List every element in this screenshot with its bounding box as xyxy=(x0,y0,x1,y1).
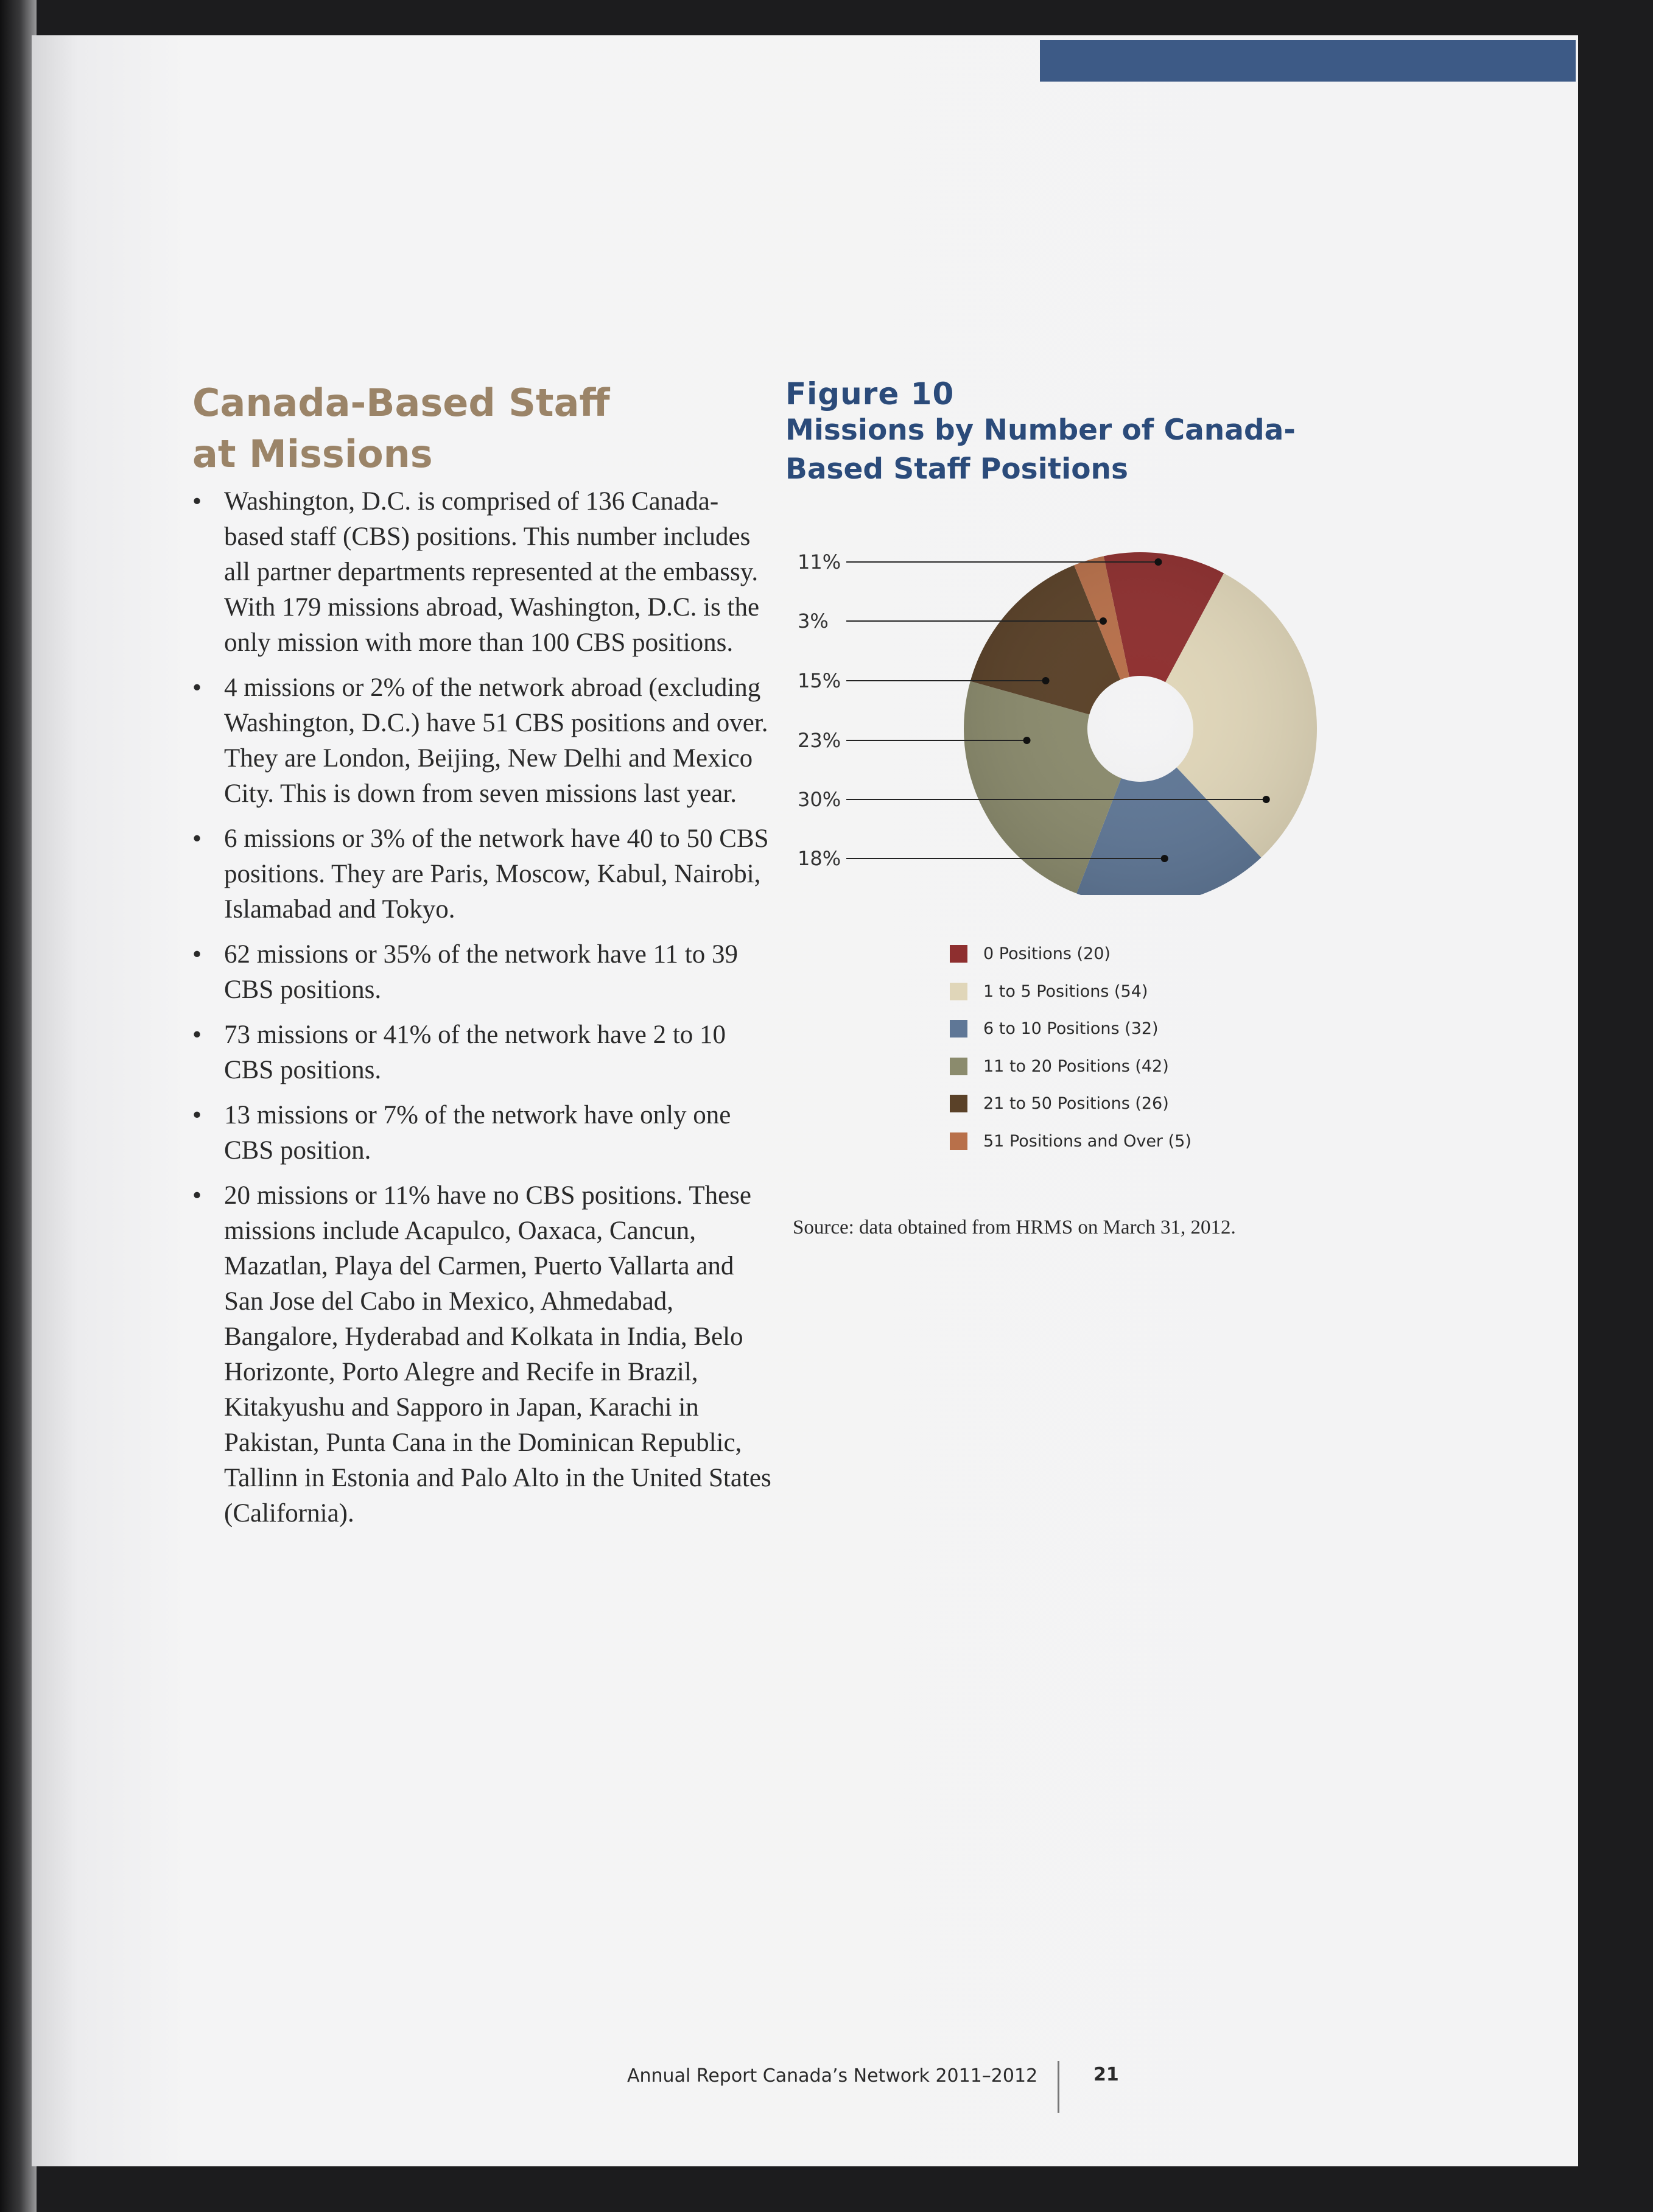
percent-label: 30% xyxy=(798,788,841,811)
bullet-item xyxy=(192,821,777,927)
bullet-text: 62 missions or 35% of the network have 11 to 39 CBS positions. xyxy=(224,940,738,1004)
bullet-marker: • xyxy=(192,1020,202,1049)
legend-item xyxy=(950,935,1315,973)
section-heading-line-1: Canada-Based Staff xyxy=(192,381,610,425)
bullet-marker: • xyxy=(192,1101,202,1129)
bullet-text: 6 missions or 3% of the network have 40 to 50 CBS positions. They are Paris, Moscow, Kabul, Nairobi, Islamabad and Tokyo. xyxy=(224,824,769,924)
bullet-text: 20 missions or 11% have no CBS positions. These missions include Acapulco, Oaxaca, Cancun, Mazatlan, Playa del Carmen, Puerto Vallarta and San Jose del Cabo in Mexico, Ahmedabad, Bangalore, Hyderabad and Kolkata in India, Belo Horizonte, Porto Alegre and Recife in Brazil, Kitakyushu and Sapporo in Japan, Karachi in Pakistan, Punta Cana in the Dominican Republic, Tallinn in Estonia and Palo Alto in the United States (California). xyxy=(224,1181,771,1528)
bullet-text: 13 missions or 7% of the network have only one CBS position. xyxy=(224,1101,731,1165)
legend-label: 51 Positions and Over (5) xyxy=(983,1131,1191,1151)
legend-item xyxy=(950,1085,1315,1123)
donut-chart xyxy=(785,518,1364,895)
percent-label: 15% xyxy=(798,669,841,692)
legend-swatch xyxy=(950,945,967,963)
legend-label: 1 to 5 Positions (54) xyxy=(983,981,1148,1001)
callout-dot xyxy=(1161,855,1168,862)
bullet-item xyxy=(192,1178,777,1531)
percent-label: 18% xyxy=(798,847,841,870)
bullet-marker: • xyxy=(192,487,202,516)
legend-item xyxy=(950,1048,1315,1086)
bullet-list xyxy=(192,484,777,1541)
bullet-item xyxy=(192,937,777,1008)
background-left-edge xyxy=(0,0,37,2212)
bullet-item xyxy=(192,1098,777,1168)
legend-swatch xyxy=(950,1132,967,1150)
figure-source: Source: data obtained from HRMS on March 31, 2012. xyxy=(793,1217,1236,1238)
bullet-marker: • xyxy=(192,1181,202,1210)
bullet-text: 4 missions or 2% of the network abroad (excluding Washington, D.C.) have 51 CBS positions and over. They are London, Beijing, New Delhi and Mexico City. This is down from seven missions last year. xyxy=(224,673,768,808)
callout-dot xyxy=(1042,677,1050,684)
figure-title: Missions by Number of Canada-Based Staff Positions xyxy=(785,413,1296,486)
legend-label: 21 to 50 Positions (26) xyxy=(983,1094,1169,1114)
callout-dot xyxy=(1023,737,1031,744)
legend-item xyxy=(950,973,1315,1011)
bullet-text: 73 missions or 41% of the network have 2 to 10 CBS positions. xyxy=(224,1020,726,1084)
donut-shading xyxy=(964,552,1317,895)
legend-item xyxy=(950,1123,1315,1160)
percent-label: 23% xyxy=(798,729,841,752)
footer-title: Annual Report Canada’s Network 2011–2012 xyxy=(627,2065,1038,2087)
bullet-item xyxy=(192,484,777,661)
section-heading-line-2: at Missions xyxy=(192,432,433,476)
bullet-text: Washington, D.C. is comprised of 136 Canada-based staff (CBS) positions. This number includes all partner departments represented at the embassy. With 179 missions abroad, Washington, D.C. is the only mission with more than 100 CBS positions. xyxy=(224,487,760,657)
legend-item xyxy=(950,1010,1315,1048)
percent-label: 3% xyxy=(798,609,829,633)
callout-dot xyxy=(1263,796,1270,803)
chart-legend xyxy=(950,935,1315,1160)
page-number: 21 xyxy=(1093,2064,1119,2085)
legend-label: 11 to 20 Positions (42) xyxy=(983,1056,1169,1076)
legend-label: 6 to 10 Positions (32) xyxy=(983,1019,1159,1039)
bullet-item xyxy=(192,1017,777,1088)
footer-divider xyxy=(1058,2061,1059,2113)
legend-swatch xyxy=(950,1095,967,1112)
bullet-marker: • xyxy=(192,824,202,853)
header-color-band xyxy=(1040,40,1576,82)
legend-swatch xyxy=(950,1058,967,1075)
section-heading xyxy=(192,377,655,480)
bullet-marker: • xyxy=(192,673,202,702)
callout-dot xyxy=(1154,558,1162,566)
bullet-marker: • xyxy=(192,940,202,969)
legend-label: 0 Positions (20) xyxy=(983,944,1111,964)
callout-dot xyxy=(1100,617,1107,625)
legend-swatch xyxy=(950,983,967,1000)
bullet-item xyxy=(192,670,777,812)
figure-label: Figure 10 xyxy=(785,376,955,412)
percent-label: 11% xyxy=(798,550,841,574)
legend-swatch xyxy=(950,1020,967,1038)
